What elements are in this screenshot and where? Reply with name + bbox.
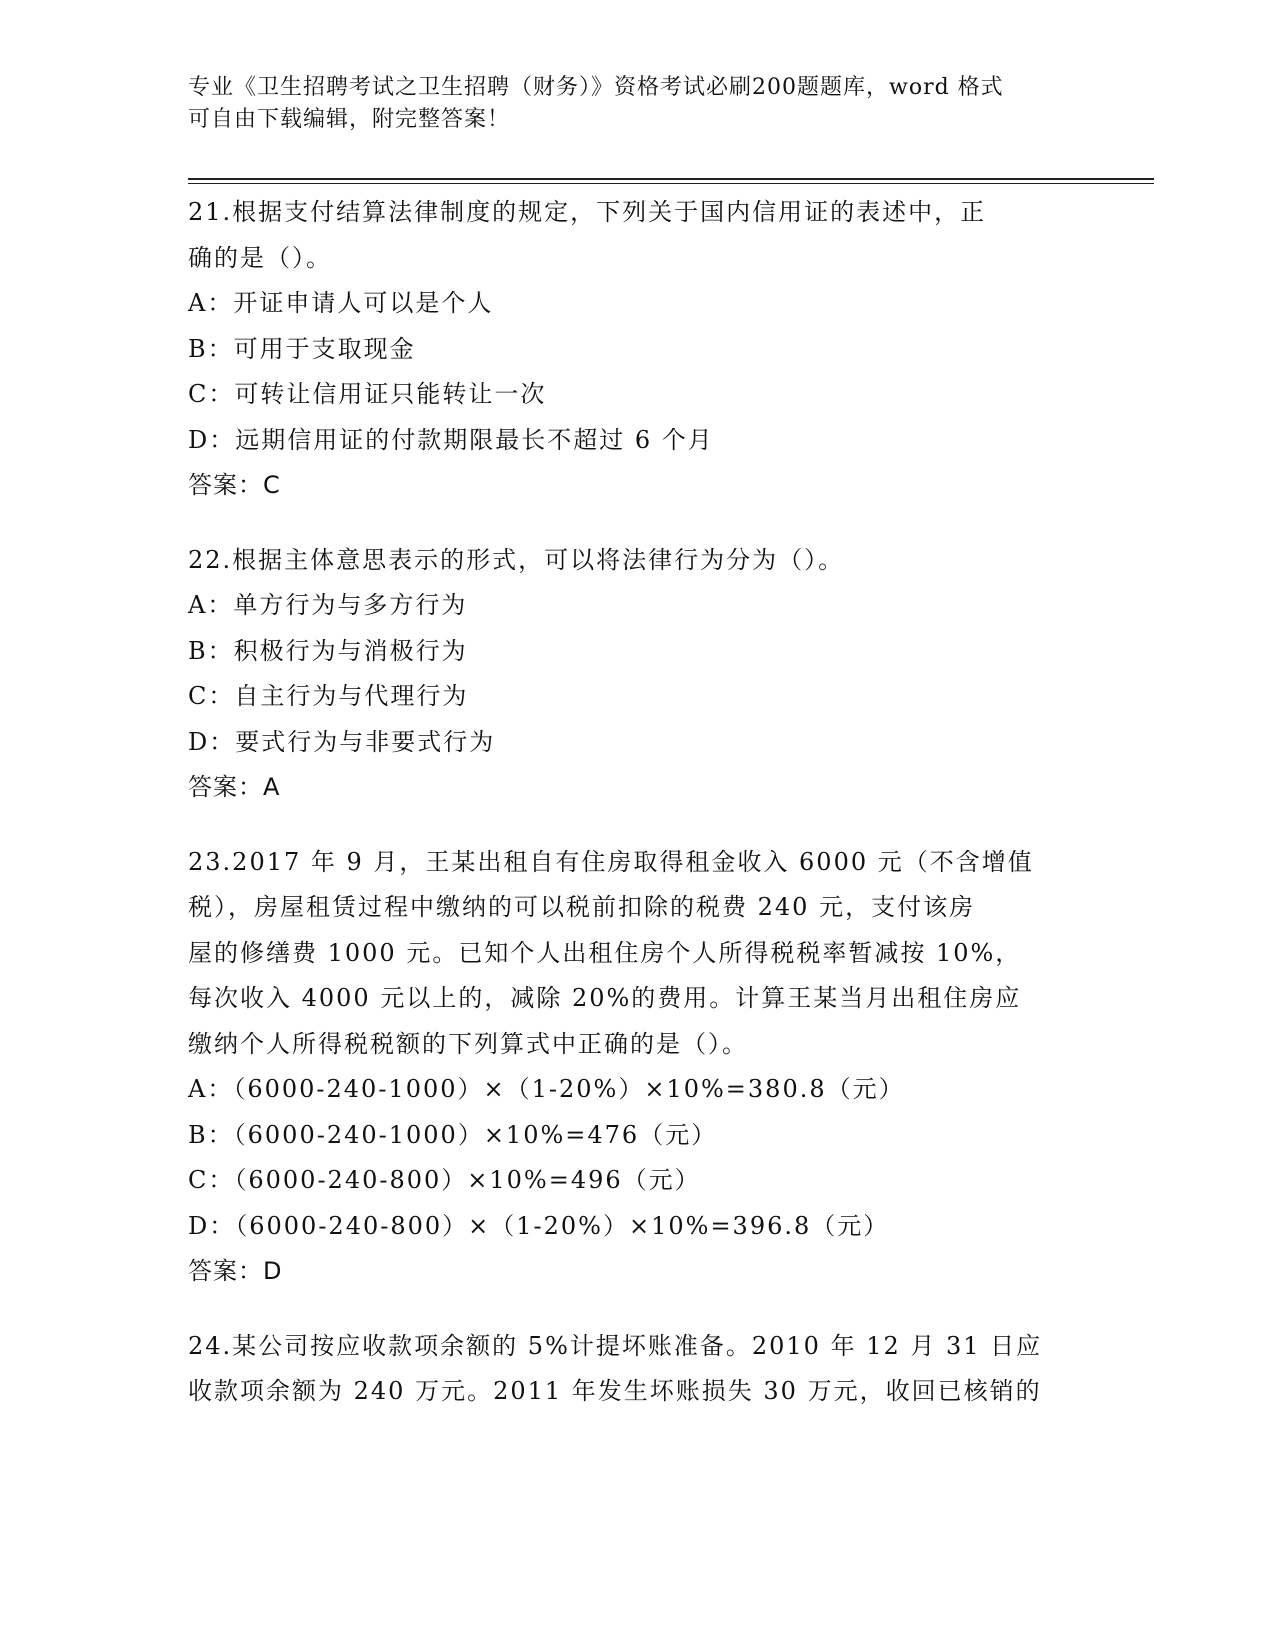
option-d: D：（6000-240-800）×（1-20%）×10%=396.8（元） xyxy=(188,1211,890,1240)
option-b: B：可用于支取现金 xyxy=(188,334,416,363)
question-stem-line: 税），房屋租赁过程中缴纳的可以税前扣除的税费 240 元，支付该房 xyxy=(188,893,976,921)
answer-text: 答案：A xyxy=(188,773,281,801)
question-21 xyxy=(188,190,1088,509)
option-a: A：（6000-240-1000）×（1-20%）×10%=380.8（元） xyxy=(188,1075,905,1103)
option-c: C：自主行为与代理行为 xyxy=(188,682,469,710)
option-c: C：可转让信用证只能转让一次 xyxy=(188,380,547,408)
question-stem-line: 23.2017 年 9 月，王某出租自有住房取得租金收入 6000 元（不含增值 xyxy=(188,847,1034,876)
question-22 xyxy=(188,538,1088,811)
option-d: D：远期信用证的付款期限最长不超过 6 个月 xyxy=(188,425,714,454)
question-stem-line: 缴纳个人所得税税额的下列算式中正确的是（）。 xyxy=(188,1029,748,1058)
question-stem-line: 收款项余额为 240 万元。2011 年发生坏账损失 30 万元，收回已核销的 xyxy=(188,1377,1042,1405)
question-stem-line: 21.根据支付结算法律制度的规定，下列关于国内信用证的表述中，正 xyxy=(188,198,987,226)
question-stem-line: 每次收入 4000 元以上的，减除 20%的费用。计算王某当月出租住房应 xyxy=(188,984,1022,1012)
header-rule-thin xyxy=(188,183,1154,184)
option-a: A：单方行为与多方行为 xyxy=(188,591,468,619)
question-stem-line: 22.根据主体意思表示的形式，可以将法律行为分为（）。 xyxy=(188,545,845,574)
question-stem-line: 24.某公司按应收款项余额的 5%计提坏账准备。2010 年 12 月 31 日应 xyxy=(188,1331,1043,1360)
question-stem-line: 确的是（）。 xyxy=(188,243,332,272)
document-header xyxy=(188,72,1068,136)
header-line-1: 专业《卫生招聘考试之卫生招聘（财务）》资格考试必刷200题题库，word 格式 xyxy=(188,75,1004,100)
question-24 xyxy=(188,1324,1088,1415)
option-a: A：开证申请人可以是个人 xyxy=(188,289,494,317)
option-d: D：要式行为与非要式行为 xyxy=(188,727,496,756)
option-b: B：积极行为与消极行为 xyxy=(188,636,468,665)
option-c: C：（6000-240-800）×10%=496（元） xyxy=(188,1166,701,1194)
question-stem-line: 屋的修缮费 1000 元。已知个人出租住房个人所得税税率暂减按 10%， xyxy=(188,938,1022,967)
option-b: B：（6000-240-1000）×10%=476（元） xyxy=(188,1120,718,1149)
question-23 xyxy=(188,840,1088,1295)
answer-text: 答案：C xyxy=(188,471,281,499)
answer-text: 答案：D xyxy=(188,1257,283,1285)
header-line-2: 可自由下载编辑，附完整答案！ xyxy=(188,107,511,132)
header-rule-thick xyxy=(188,178,1154,180)
question-list xyxy=(188,190,1088,1444)
